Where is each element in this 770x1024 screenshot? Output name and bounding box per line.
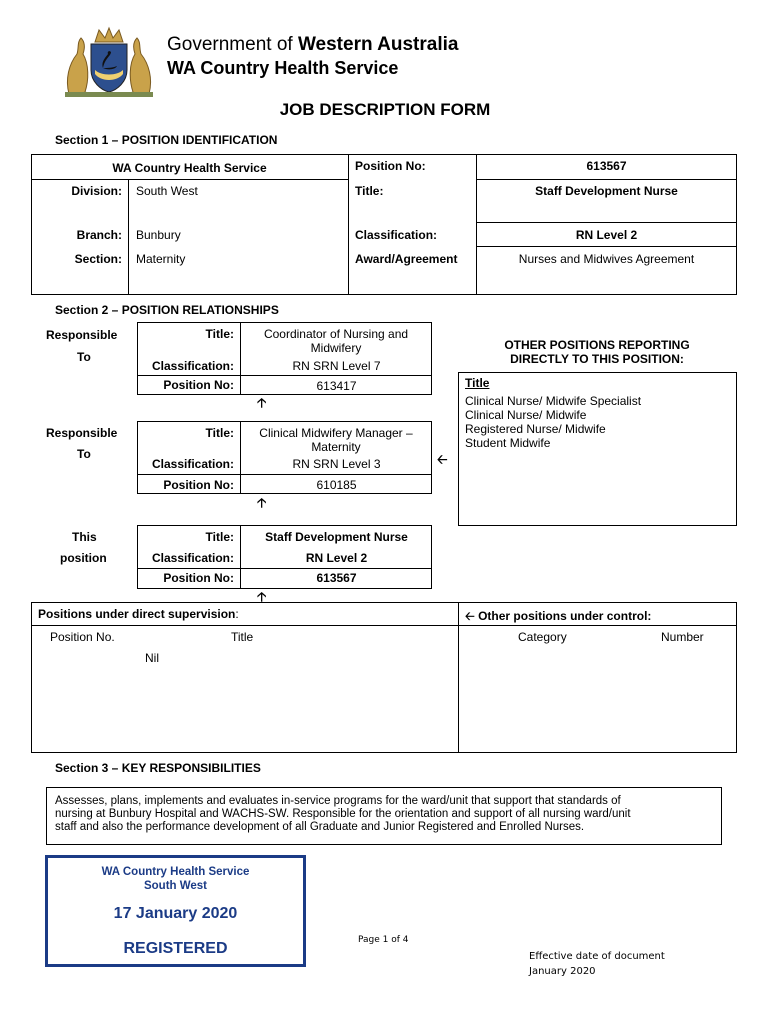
box3-classification-value: RN Level 2	[305, 551, 368, 565]
branch-label: Branch:	[76, 228, 122, 242]
section2-heading: Section 2 – POSITION RELATIONSHIPS	[55, 303, 279, 317]
other-positions-heading-2: DIRECTLY TO THIS POSITION:	[510, 352, 684, 366]
award-label: Award/Agreement	[355, 252, 458, 266]
box2-position-no-label: Position No:	[163, 478, 234, 492]
box1-position-no-label: Position No:	[163, 378, 234, 392]
box2-classification-label: Classification:	[151, 457, 234, 471]
stamp-status: REGISTERED	[123, 940, 228, 957]
stamp-region-line: South West	[143, 880, 208, 892]
box1-classification-label: Classification:	[151, 359, 234, 373]
other-position-item: Registered Nurse/ Midwife	[465, 422, 606, 436]
box1-title-label: Title:	[205, 327, 234, 341]
section1-heading: Section 1 – POSITION IDENTIFICATION	[55, 133, 278, 147]
position-identification-table	[31, 154, 737, 295]
header-gov-line	[167, 34, 458, 56]
wa-crest-logo	[55, 24, 163, 100]
arrow-left-icon: 🡠	[465, 609, 475, 623]
box3-position-no-value: 613567	[316, 571, 357, 585]
box1-title-value: Coordinator of Nursing and Midwifery	[263, 327, 409, 355]
org-name: WA Country Health Service	[112, 161, 267, 175]
box3-position-no-label: Position No:	[163, 571, 234, 585]
classification-label: Classification:	[355, 228, 438, 242]
award-value: Nurses and Midwives Agreement	[518, 252, 695, 266]
position-label: position	[60, 551, 107, 565]
box3-title-label: Title:	[205, 530, 234, 544]
title-value: Staff Development Nurse	[535, 184, 678, 198]
to-label-1: To	[77, 350, 91, 364]
supervision-heading-text: Positions under direct supervision	[38, 607, 236, 621]
header-gov-bold: Western Australia	[297, 34, 459, 55]
box2-classification-value: RN SRN Level 3	[292, 457, 381, 471]
stamp-date: 17 January 2020	[113, 905, 238, 922]
other-position-item: Student Midwife	[465, 436, 551, 450]
effective-date-value: January 2020	[529, 966, 596, 977]
section-label: Section:	[74, 252, 122, 266]
responsibilities-line-3: staff and also the performance development of all Graduate and Junior Registered and Enrolled Nurses.	[55, 821, 585, 833]
col-number: Number	[661, 630, 704, 644]
position-no-label: Position No:	[355, 159, 426, 173]
other-positions-title-header: Title	[465, 376, 490, 390]
box1-position-no-value: 613417	[316, 379, 357, 393]
control-heading	[465, 607, 651, 628]
responsibilities-line-1: Assesses, plans, implements and evaluates in-service programs for the ward/unit that support that standards of	[55, 795, 621, 807]
supervision-heading	[38, 607, 239, 621]
box2-position-no-value: 610185	[316, 478, 357, 492]
effective-date-label: Effective date of document	[529, 951, 665, 962]
page-title: JOB DESCRIPTION FORM	[279, 100, 491, 119]
responsible-label-2: Responsible	[46, 426, 118, 440]
supervision-value: Nil	[145, 651, 159, 665]
box3-title-value: Staff Development Nurse	[265, 530, 408, 544]
section3-heading: Section 3 – KEY RESPONSIBILITIES	[55, 761, 261, 775]
other-positions-heading-1: OTHER POSITIONS REPORTING	[504, 338, 690, 352]
other-position-item: Clinical Nurse/ Midwife Specialist	[465, 394, 642, 408]
other-position-item: Clinical Nurse/ Midwife	[465, 408, 587, 422]
title-label: Title:	[355, 184, 384, 198]
arrow-left-icon: 🡠	[437, 452, 448, 467]
to-label-2: To	[77, 447, 91, 461]
arrow-up-icon: 🡡	[257, 495, 267, 510]
box3-classification-label: Classification:	[151, 551, 234, 565]
arrow-up-icon: 🡡	[257, 395, 267, 410]
position-no-value: 613567	[586, 159, 627, 173]
division-value: South West	[136, 184, 198, 198]
responsible-label-1: Responsible	[46, 328, 118, 342]
box2-title-value: Clinical Midwifery Manager – Maternity	[259, 426, 413, 454]
division-label: Division:	[71, 184, 122, 198]
box1-classification-value: RN SRN Level 7	[292, 359, 381, 373]
this-label: This	[72, 530, 97, 544]
box2-title-label: Title:	[205, 426, 234, 440]
section-value: Maternity	[136, 252, 186, 266]
control-heading-text: Other positions under control:	[478, 609, 652, 623]
arrow-up-icon: 🡡	[257, 589, 267, 604]
header-wachs-line: WA Country Health Service	[167, 58, 399, 78]
stamp-org-line: WA Country Health Service	[101, 866, 250, 878]
branch-value: Bunbury	[136, 228, 181, 242]
classification-value: RN Level 2	[575, 228, 638, 242]
page-number: Page 1 of 4	[358, 935, 409, 945]
supervision-heading-colon: :	[235, 607, 239, 621]
header-gov-regular: Government of	[167, 34, 298, 55]
col-title: Title	[231, 630, 254, 644]
col-category: Category	[518, 630, 567, 644]
responsibilities-line-2: nursing at Bunbury Hospital and WACHS-SW. Responsible for the orientation and support of all nursing ward/unit	[55, 808, 631, 820]
col-position-no: Position No.	[50, 630, 115, 644]
